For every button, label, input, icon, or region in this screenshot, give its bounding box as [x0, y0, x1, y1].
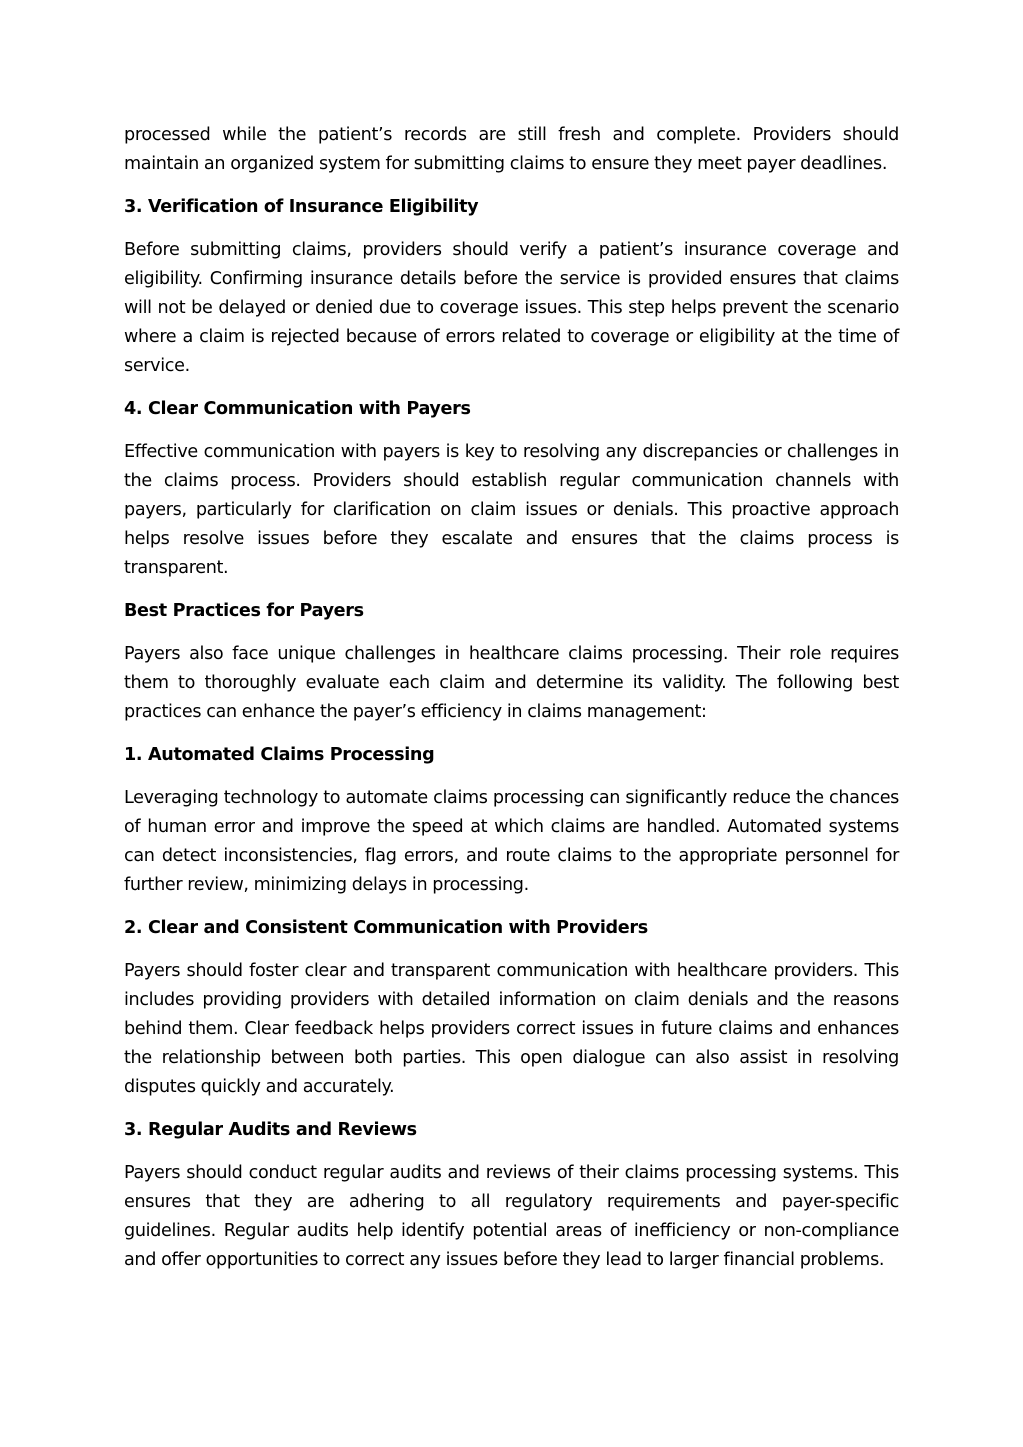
paragraph-automated-claims-processing: Leveraging technology to automate claims processing can significantly reduce the chances of human error and improve the speed at which claims are handled. Automated systems can detect inconsistencies, flag errors, and route claims to the appropriate personnel for further review, minimizing delays in processing. — [124, 788, 899, 895]
paragraph-claims-submission-continued: processed while the patient’s records are still fresh and complete. Providers should maintain an organized system for submitting claims to ensure they meet payer deadlines. — [124, 125, 899, 174]
paragraph-communication-with-providers: Payers should foster clear and transparent communication with healthcare providers. This includes providing providers with detailed information on claim denials and the reasons behind them. Clear feedback helps providers correct issues in future claims and enhances the relationship between both parties. This open dialogue can also assist in resolving disputes quickly and accurately. — [124, 961, 899, 1097]
paragraph-communication-with-payers: Effective communication with payers is key to resolving any discrepancies or challenges in the claims process. Providers should establish regular communication channels with payers, particularly for clarification on claim issues or denials. This proactive approach helps resolve issues before they escalate and ensures that the claims process is transparent. — [124, 442, 899, 578]
heading-automated-claims-processing: 1. Automated Claims Processing — [124, 745, 435, 765]
document-page — [124, 121, 899, 1289]
paragraph-payer-challenges: Payers also face unique challenges in healthcare claims processing. Their role requires them to thoroughly evaluate each claim and determine its validity. The following best practices can enhance the payer’s efficiency in claims management: — [124, 644, 899, 722]
heading-communication-with-providers: 2. Clear and Consistent Communication with Providers — [124, 918, 648, 938]
heading-clear-communication-with-payers: 4. Clear Communication with Payers — [124, 399, 471, 419]
heading-regular-audits-and-reviews: 3. Regular Audits and Reviews — [124, 1120, 417, 1140]
heading-best-practices-for-payers: Best Practices for Payers — [124, 601, 364, 621]
paragraph-insurance-eligibility: Before submitting claims, providers should verify a patient’s insurance coverage and eligibility. Confirming insurance details before the service is provided ensures that claims will not be delayed or denied due to coverage issues. This step helps prevent the scenario where a claim is rejected because of errors related to coverage or eligibility at the time of service. — [124, 240, 899, 376]
paragraph-regular-audits: Payers should conduct regular audits and reviews of their claims processing systems. This ensures that they are adhering to all regulatory requirements and payer-specific guidelines. Regular audits help identify potential areas of inefficiency or non-compliance and offer opportunities to correct any issues before they lead to larger financial problems. — [124, 1163, 899, 1270]
heading-verification-of-insurance-eligibility: 3. Verification of Insurance Eligibility — [124, 197, 479, 217]
